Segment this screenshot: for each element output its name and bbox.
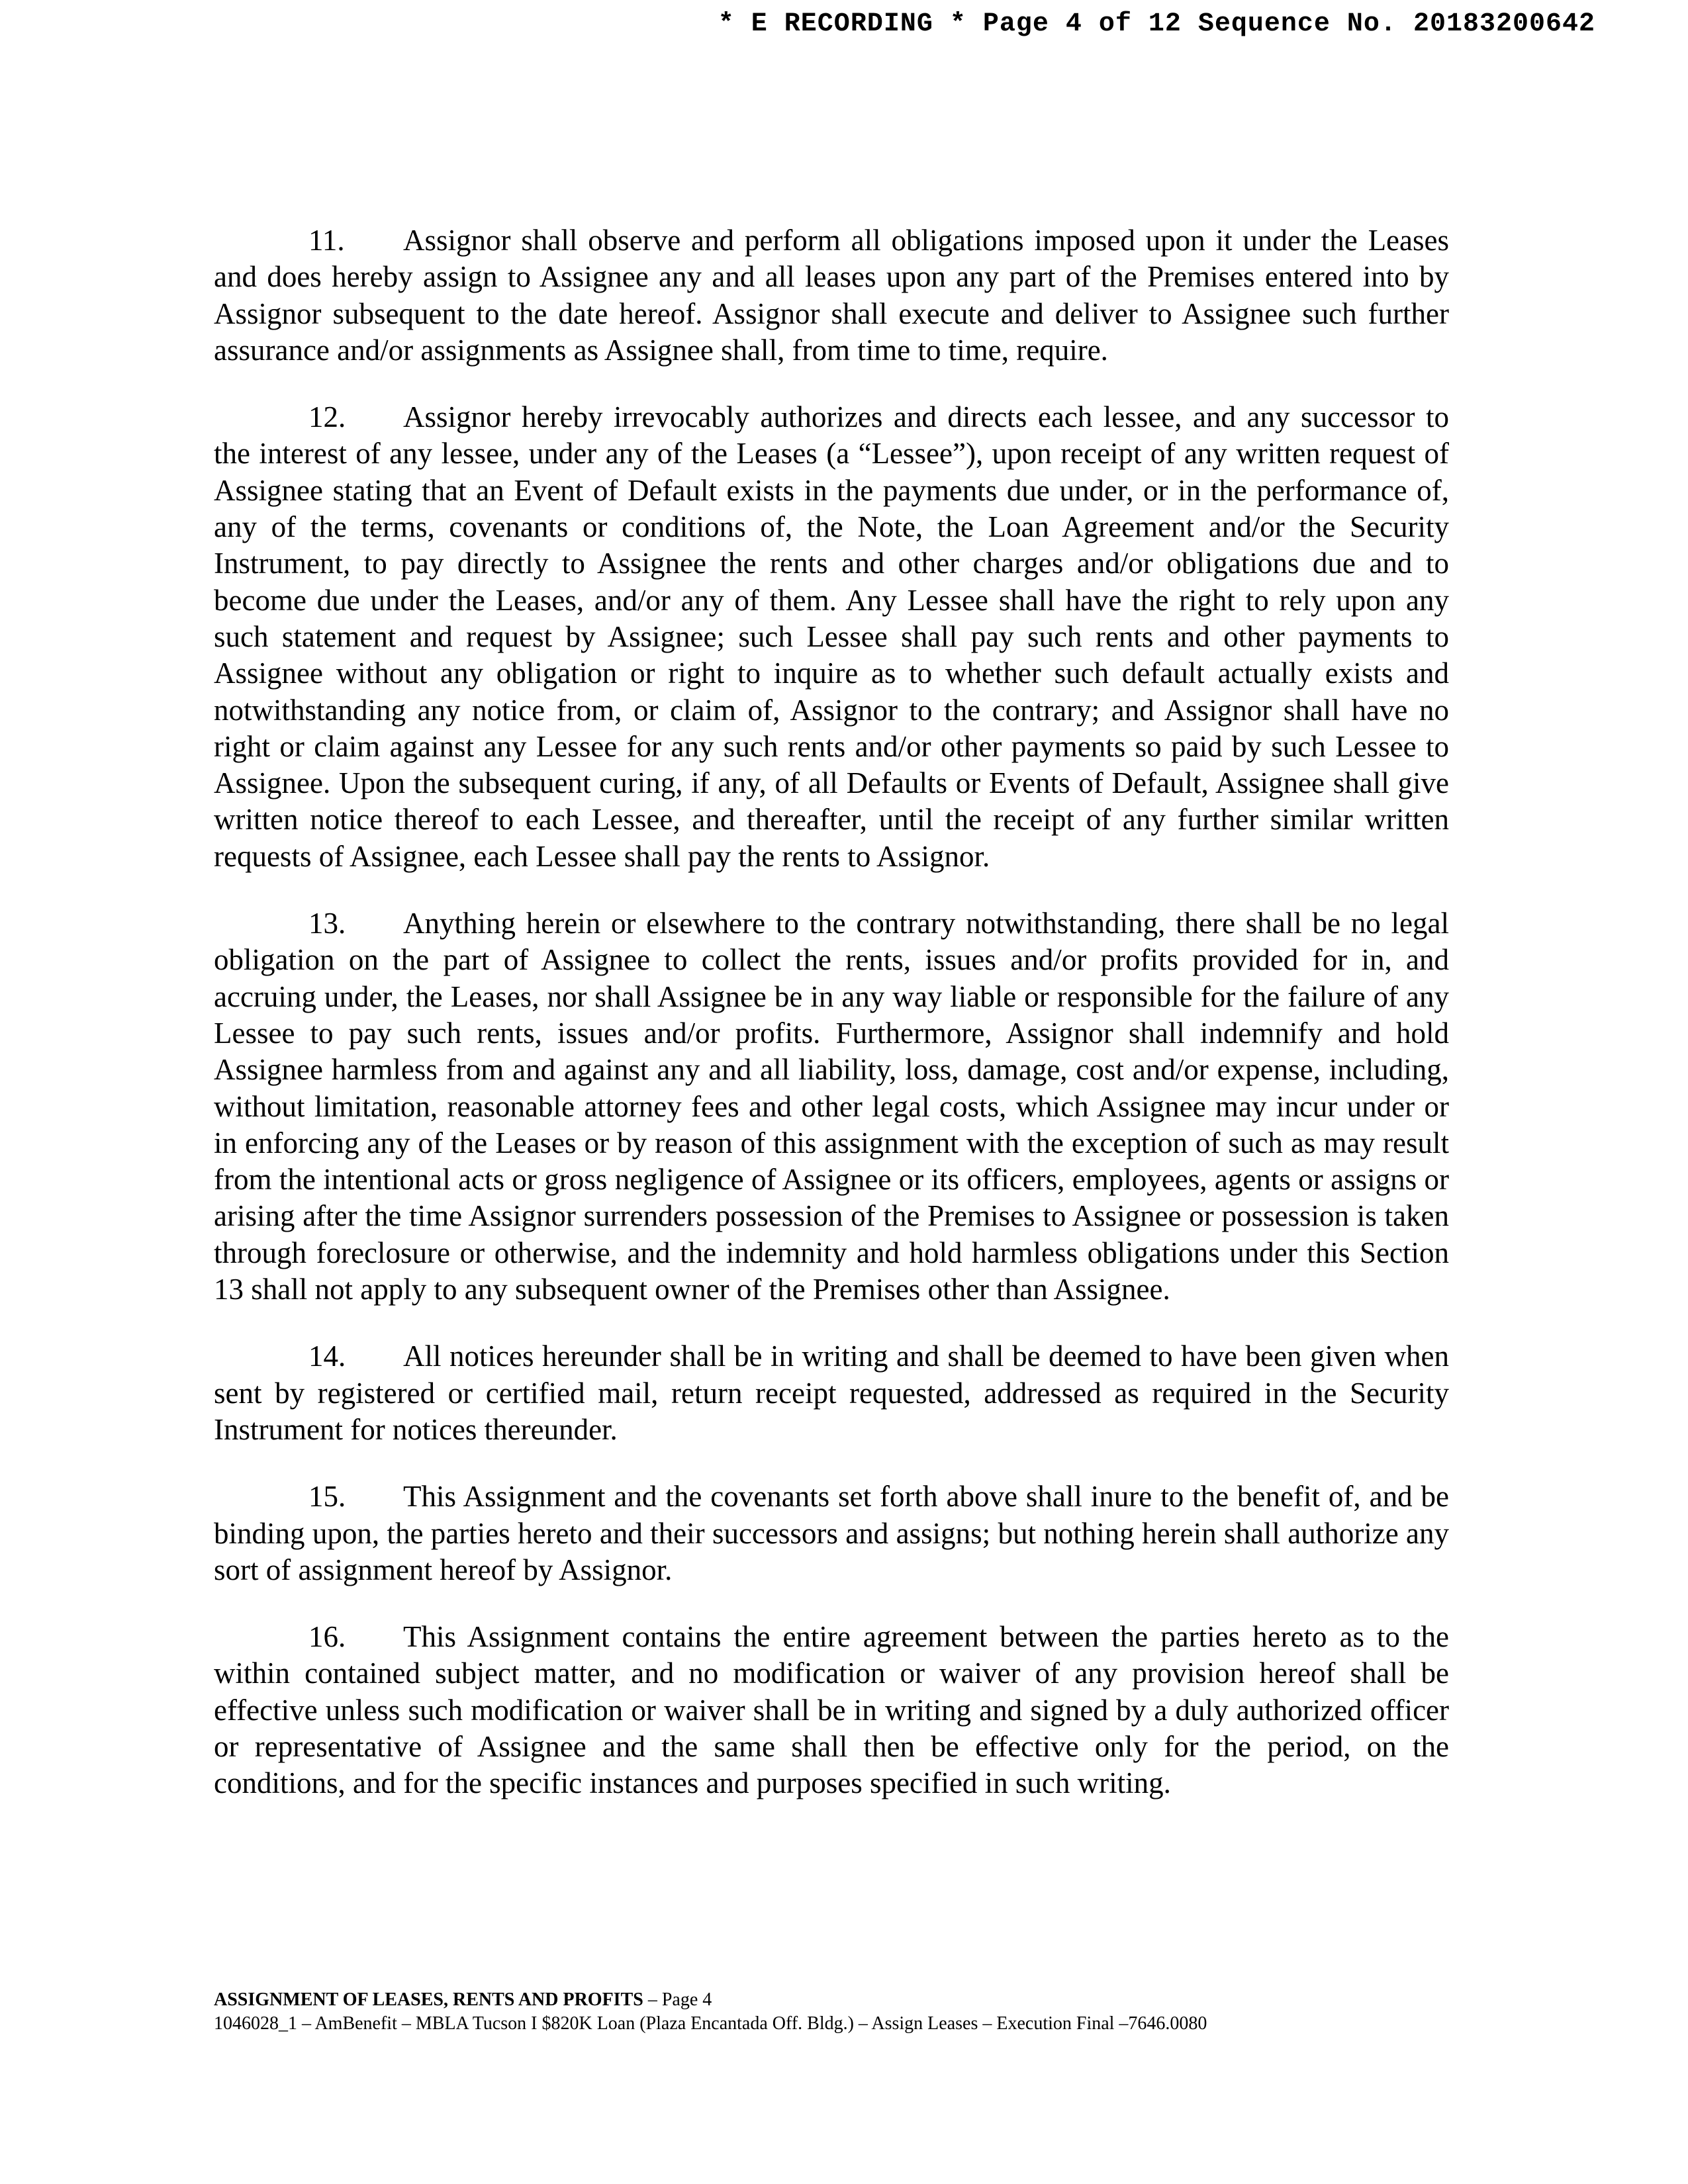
paragraph-number: 14. (308, 1340, 346, 1373)
paragraph-12 (214, 399, 1449, 875)
footer-title: ASSIGNMENT OF LEASES, RENTS AND PROFITS (214, 1989, 643, 2010)
paragraph-number: 16. (308, 1620, 346, 1654)
recording-header: * E RECORDING * Page 4 of 12 Sequence No. 20183200642 (718, 9, 1595, 39)
paragraph-number: 13. (308, 907, 346, 940)
footer-document-line: 1046028_1 – AmBenefit – MBLA Tucson I $820K Loan (Plaza Encantada Off. Bldg.) – Assign Leases – Execution Final –7646.0080 (214, 2013, 1207, 2034)
paragraph-text: Assignor shall observe and perform all obligations imposed upon it under the Leases and does hereby assign to Assignee any and all leases upon any part of the Premises entered into by Assignor subsequent to the date hereof. Assignor shall execute and deliver to Assignee such further assurance and/or assignments as Assignee shall, from time to time, require. (214, 224, 1449, 367)
paragraph-number: 15. (308, 1480, 346, 1514)
paragraph-text: This Assignment contains the entire agreement between the parties hereto as to the within contained subject matter, and no modification or waiver of any provision hereof shall be effective unless such modification or waiver shall be in writing and signed by a duly authorized officer or representative of Assignee and the same shall then be effective only for the period, on the conditions, and for the specific instances and purposes specified in such writing. (214, 1620, 1449, 1800)
document-body (214, 222, 1449, 1833)
paragraph-text: Assignor hereby irrevocably authorizes and directs each lessee, and any successor to the interest of any lessee, under any of the Leases (a “Lessee”), upon receipt of any written request of Assignee stating that an Event of Default exists in the payments due under, or in the performance of, any of the terms, covenants or conditions of, the Note, the Loan Agreement and/or the Security Instrument, to pay directly to Assignee the rents and other charges and/or obligations due and to become due under the Leases, and/or any of them. Any Lessee shall have the right to rely upon any such statement and request by Assignee; such Lessee shall pay such rents and other payments to Assignee without any obligation or right to inquire as to whether such default actually exists and notwithstanding any notice from, or claim of, Assignor to the contrary; and Assignor shall have no right or claim against any Lessee for any such rents and/or other payments so paid by such Lessee to Assignee. Upon the subsequent curing, if any, of all Defaults or Events of Default, Assignee shall give written notice thereof to each Lessee, and thereafter, until the receipt of any further similar written requests of Assignee, each Lessee shall pay the rents to Assignor. (214, 400, 1449, 873)
paragraph-text: All notices hereunder shall be in writing and shall be deemed to have been given when sent by registered or certified mail, return receipt requested, addressed as required in the Security Instrument for notices thereunder. (214, 1340, 1449, 1446)
paragraph-15 (214, 1479, 1449, 1588)
paragraph-11 (214, 222, 1449, 369)
paragraph-text: This Assignment and the covenants set forth above shall inure to the benefit of, and be binding upon, the parties hereto and their successors and assigns; but nothing herein shall authorize any sort of assignment hereof by Assignor. (214, 1480, 1449, 1586)
paragraph-13 (214, 905, 1449, 1308)
paragraph-text: Anything herein or elsewhere to the contrary notwithstanding, there shall be no legal obligation on the part of Assignee to collect the rents, issues and/or profits provided for in, and accruing under, the Leases, nor shall Assignee be in any way liable or responsible for the failure of any Lessee to pay such rents, issues and/or profits. Furthermore, Assignor shall indemnify and hold Assignee harmless from and against any and all liability, loss, damage, cost and/or expense, including, without limitation, reasonable attorney fees and other legal costs, which Assignee may incur under or in enforcing any of the Leases or by reason of this assignment with the exception of such as may result from the intentional acts or gross negligence of Assignee or its officers, employees, agents or assigns or arising after the time Assignor surrenders possession of the Premises to Assignee or possession is taken through foreclosure or otherwise, and the indemnity and hold harmless obligations under this Section 13 shall not apply to any subsequent owner of the Premises other than Assignee. (214, 907, 1449, 1306)
paragraph-number: 11. (308, 224, 345, 257)
paragraph-16 (214, 1619, 1449, 1801)
page-footer (214, 1988, 1472, 2036)
footer-page-label: – Page 4 (643, 1989, 712, 2010)
footer-title-line (214, 1988, 1472, 2012)
paragraph-14 (214, 1338, 1449, 1448)
paragraph-number: 12. (308, 400, 346, 434)
